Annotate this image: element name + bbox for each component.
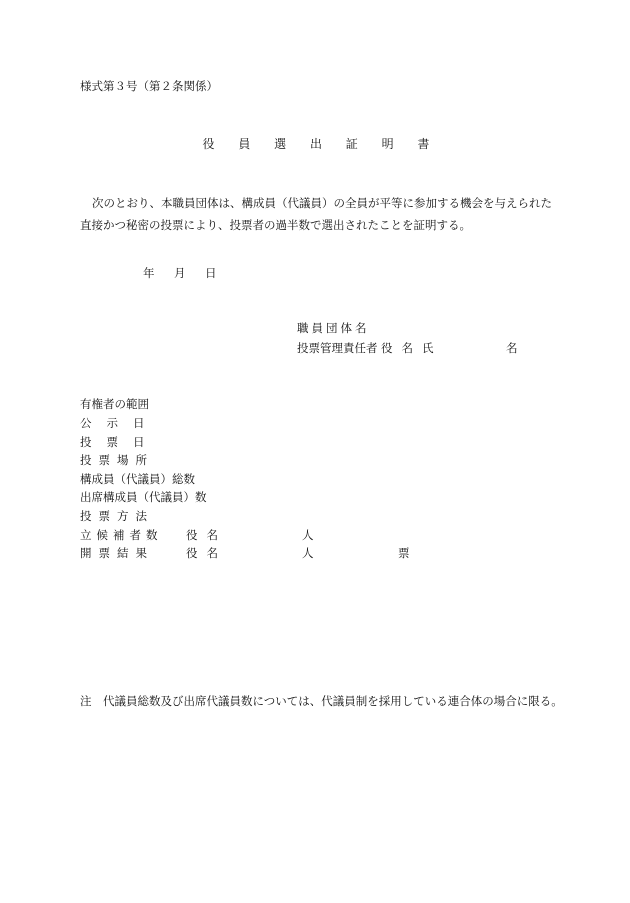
employee-organization-name-label: 職員団体名 [297, 321, 370, 335]
item-announcement-date: 公示日 [80, 416, 160, 430]
date-year-label: 年 [143, 266, 155, 280]
footnote: 注 代議員総数及び出席代議員数については、代議員制を採用している連合体の場合に限る。 [80, 694, 563, 708]
item-voting-place: 投票場所 [80, 453, 154, 467]
item-voting-method: 投票方法 [80, 509, 154, 523]
counting-result-role: 役名 [186, 546, 227, 560]
certification-statement: 次のとおり、本職員団体は、構成員（代議員）の全員が平等に参加する機会を与えられた直接かつ秘密の投票により、投票者の過半数で選出されたことを証明する。 [80, 196, 552, 232]
candidate-count-role: 役名 [186, 528, 227, 542]
counting-result-votes-unit: 票 [398, 546, 410, 560]
form-number: 様式第３号（第２条関係） [80, 79, 218, 93]
item-counting-result: 開票結果 [80, 546, 154, 560]
item-total-members: 構成員（代議員）総数 [80, 472, 195, 486]
date-day-label: 日 [205, 266, 217, 280]
counting-result-person-unit: 人 [302, 546, 314, 560]
item-candidate-count: 立候補者数 [80, 528, 163, 542]
item-attending-members: 出席構成員（代議員）数 [80, 490, 207, 504]
candidate-count-person-unit: 人 [302, 528, 314, 542]
document-title: 役 員 選 出 証 明 書 [202, 137, 440, 151]
vote-manager-name-label: 役名氏 [381, 341, 443, 355]
vote-manager-title: 投票管理責任者 [297, 341, 378, 355]
item-voting-date: 投票日 [80, 435, 160, 449]
vote-manager-name-suffix: 名 [506, 341, 518, 355]
date-month-label: 月 [174, 266, 186, 280]
item-eligible-voters: 有権者の範囲 [80, 397, 149, 411]
